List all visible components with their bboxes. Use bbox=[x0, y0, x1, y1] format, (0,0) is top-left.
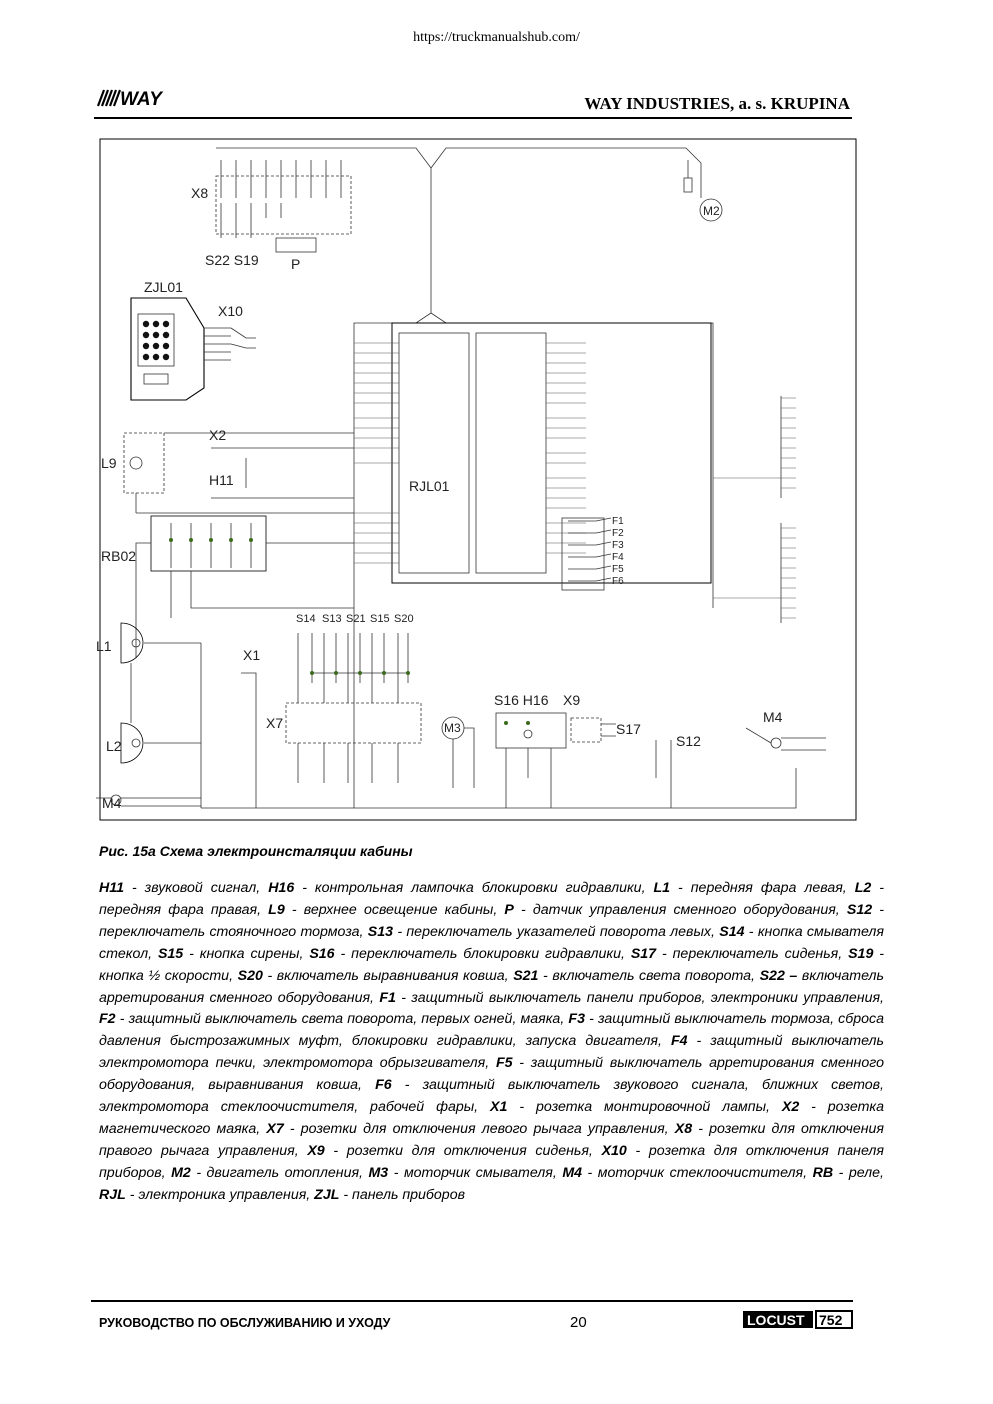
legend-description: - передняя фара правая, bbox=[99, 880, 885, 918]
legend-code: H16 bbox=[268, 880, 295, 896]
manual-title: РУКОВОДСТВО ПО ОБСЛУЖИВАНИЮ И УХОДУ bbox=[99, 1316, 391, 1330]
locust-logo bbox=[743, 1310, 855, 1330]
legend-code: F5 bbox=[495, 1055, 513, 1072]
legend-code: X8 bbox=[674, 1120, 693, 1137]
legend-code: ZJL bbox=[314, 1186, 340, 1203]
legend-description: - защитный выключатель панели приборов, электроники управления, bbox=[395, 989, 884, 1006]
switch-label-s21: S21 bbox=[346, 613, 366, 625]
locust-logo-text: LOCUST bbox=[747, 1312, 805, 1328]
x9-label: X9 bbox=[563, 692, 581, 708]
legend-description: - защитный выключатель электромотора печки, электромотора обрызгивателя, bbox=[99, 1033, 884, 1072]
legend-description: - контрольная лампочка блокировки гидравлики, bbox=[294, 880, 654, 896]
legend-code: S15 bbox=[157, 945, 184, 962]
legend-description: - розетка монтировочной лампы, bbox=[507, 1099, 782, 1116]
rb02-label: RB02 bbox=[101, 548, 137, 564]
s22-s19-label: S22 S19 bbox=[205, 252, 259, 268]
legend-description: - розетки для отключения правого рычага управления, bbox=[99, 1120, 884, 1159]
legend-description: - моторчик стеклоочистителя, bbox=[582, 1164, 813, 1181]
legend-description: - переключатель блокировки гидравлики, bbox=[334, 945, 631, 962]
m2-label: M2 bbox=[703, 204, 720, 218]
legend-description: - защитный выключатель света поворота, первых огней, маяка, bbox=[115, 1011, 569, 1028]
x10-label: X10 bbox=[218, 303, 243, 319]
legend-description: - переключатель сиденья, bbox=[656, 945, 849, 962]
legend-code: S21 bbox=[513, 967, 539, 984]
legend-description: - розетка для отключения панеля приборов, bbox=[99, 1142, 884, 1181]
switch-label-s14: S14 bbox=[296, 613, 316, 625]
wiring-diagram bbox=[96, 138, 858, 822]
legend-code: X10 bbox=[601, 1142, 627, 1159]
m3-label: M3 bbox=[444, 721, 461, 735]
legend-code: M2 bbox=[171, 1164, 191, 1181]
zjl01-label: ZJL01 bbox=[144, 279, 183, 295]
legend-description: - верхнее освещение кабины, bbox=[284, 901, 505, 918]
figure-legend bbox=[99, 878, 884, 1207]
legend-code: L2 bbox=[854, 880, 872, 896]
legend-code: S19 bbox=[848, 945, 874, 962]
legend-code: F3 bbox=[568, 1011, 585, 1028]
legend-code: RB bbox=[812, 1164, 834, 1181]
legend-code: H11 bbox=[99, 880, 124, 896]
h11-label: H11 bbox=[209, 472, 234, 488]
legend-code: S16 bbox=[309, 945, 335, 962]
legend-code: F1 bbox=[379, 989, 396, 1006]
legend-code: X9 bbox=[307, 1142, 325, 1159]
legend-code: F4 bbox=[670, 1033, 688, 1050]
x7-label: X7 bbox=[266, 715, 284, 731]
legend-description: - включатель выравнивания ковша, bbox=[262, 967, 514, 984]
legend-description: - защитный выключатель арретирования сменного оборудования, выравнивания ковша, bbox=[99, 1055, 884, 1094]
way-logo-text: WAY bbox=[120, 89, 162, 108]
legend-description: - звуковой сигнал, bbox=[123, 880, 269, 896]
legend-description: - розетки для отключения сиденья, bbox=[324, 1142, 602, 1159]
legend-description: - включатель света поворота, bbox=[538, 967, 760, 984]
page-number: 20 bbox=[570, 1314, 587, 1331]
legend-code: S22 – bbox=[759, 967, 798, 984]
l2-label: L2 bbox=[106, 738, 122, 754]
legend-description: - реле, bbox=[833, 1164, 884, 1181]
x1-label: X1 bbox=[243, 647, 261, 663]
s16-h16-label: S16 H16 bbox=[494, 692, 549, 708]
legend-description: - панель приборов bbox=[339, 1186, 465, 1203]
fuse-label-f5: F5 bbox=[612, 564, 624, 575]
m4-right-label: M4 bbox=[763, 709, 783, 725]
legend-description: - кнопка ½ скорости, bbox=[99, 945, 884, 984]
legend-code: M4 bbox=[562, 1164, 583, 1181]
legend-code: P bbox=[504, 901, 514, 918]
legend-description: - кнопка смывателя стекол, bbox=[99, 923, 884, 962]
legend-description: - защитный выключатель тормоза, сброса давления быстрозажимных муфт, блокировки гидравлики, запуска двигателя, bbox=[99, 1011, 884, 1050]
footer-rule bbox=[91, 1300, 853, 1302]
l1-label: L1 bbox=[96, 638, 112, 654]
x8-label: X8 bbox=[191, 185, 209, 201]
figure-caption: Рис. 15a Схема электроинсталяции кабины bbox=[99, 843, 413, 859]
fuse-label-f6: F6 bbox=[612, 576, 624, 587]
legend-code: F2 bbox=[99, 1011, 116, 1028]
legend-description: - передняя фара левая, bbox=[670, 880, 855, 896]
legend-description: - кнопка сирены, bbox=[183, 945, 310, 962]
fuse-label-f4: F4 bbox=[612, 552, 624, 563]
legend-description: - датчик управления сменного оборудования, bbox=[513, 901, 847, 918]
legend-description: - розетка магнетического маяка, bbox=[99, 1099, 884, 1137]
legend-code: X2 bbox=[781, 1099, 800, 1116]
legend-code: F6 bbox=[375, 1077, 392, 1094]
way-logo bbox=[96, 88, 176, 108]
legend-code: L9 bbox=[268, 901, 285, 918]
legend-description: включатель арретирования сменного оборудования, bbox=[99, 967, 884, 1006]
legend-code: S20 bbox=[237, 967, 263, 984]
source-url: https://truckmanualshub.com/ bbox=[413, 30, 580, 45]
fuse-label-f2: F2 bbox=[612, 528, 624, 539]
legend-code: X1 bbox=[490, 1099, 508, 1116]
legend-description: - защитный выключатель звукового сигнала, ближних светов, электромотора стеклоочистителя, рабочей фары, bbox=[99, 1077, 884, 1116]
legend-description: - моторчик смывателя, bbox=[388, 1164, 563, 1181]
legend-description: - розетки для отключения левого рычага управления, bbox=[283, 1120, 675, 1137]
legend-code: M3 bbox=[368, 1164, 389, 1181]
legend-code: L1 bbox=[653, 880, 671, 896]
s12-label: S12 bbox=[676, 733, 701, 749]
switch-label-s13: S13 bbox=[322, 613, 342, 625]
header-rule bbox=[94, 117, 852, 119]
p-label: P bbox=[291, 256, 301, 272]
x2-label: X2 bbox=[209, 427, 227, 443]
fuse-label-f1: F1 bbox=[612, 516, 624, 527]
company-name: WAY INDUSTRIES, a. s. KRUPINA bbox=[584, 94, 850, 113]
legend-code: X7 bbox=[266, 1120, 284, 1137]
legend-code: RJL bbox=[99, 1186, 126, 1203]
l9-label: L9 bbox=[101, 455, 117, 471]
legend-code: S13 bbox=[367, 923, 394, 940]
switch-label-s15: S15 bbox=[370, 613, 390, 625]
legend-code: S14 bbox=[719, 923, 745, 940]
s17-label: S17 bbox=[616, 721, 641, 737]
locust-logo-model: 752 bbox=[819, 1312, 843, 1328]
legend-description: - электроника управления, bbox=[125, 1186, 315, 1203]
legend-description: - переключатель стояночного тормоза, bbox=[99, 901, 884, 940]
legend-description: - переключатель указателей поворота левых, bbox=[393, 923, 720, 940]
switch-label-s20: S20 bbox=[394, 613, 414, 625]
legend-description: - двигатель отопления, bbox=[190, 1164, 369, 1181]
legend-code: S12 bbox=[846, 901, 873, 918]
fuse-label-f3: F3 bbox=[612, 540, 624, 551]
legend-code: S17 bbox=[630, 945, 657, 962]
m4-left-label: M4 bbox=[102, 795, 122, 811]
rjl01-label: RJL01 bbox=[409, 478, 450, 494]
